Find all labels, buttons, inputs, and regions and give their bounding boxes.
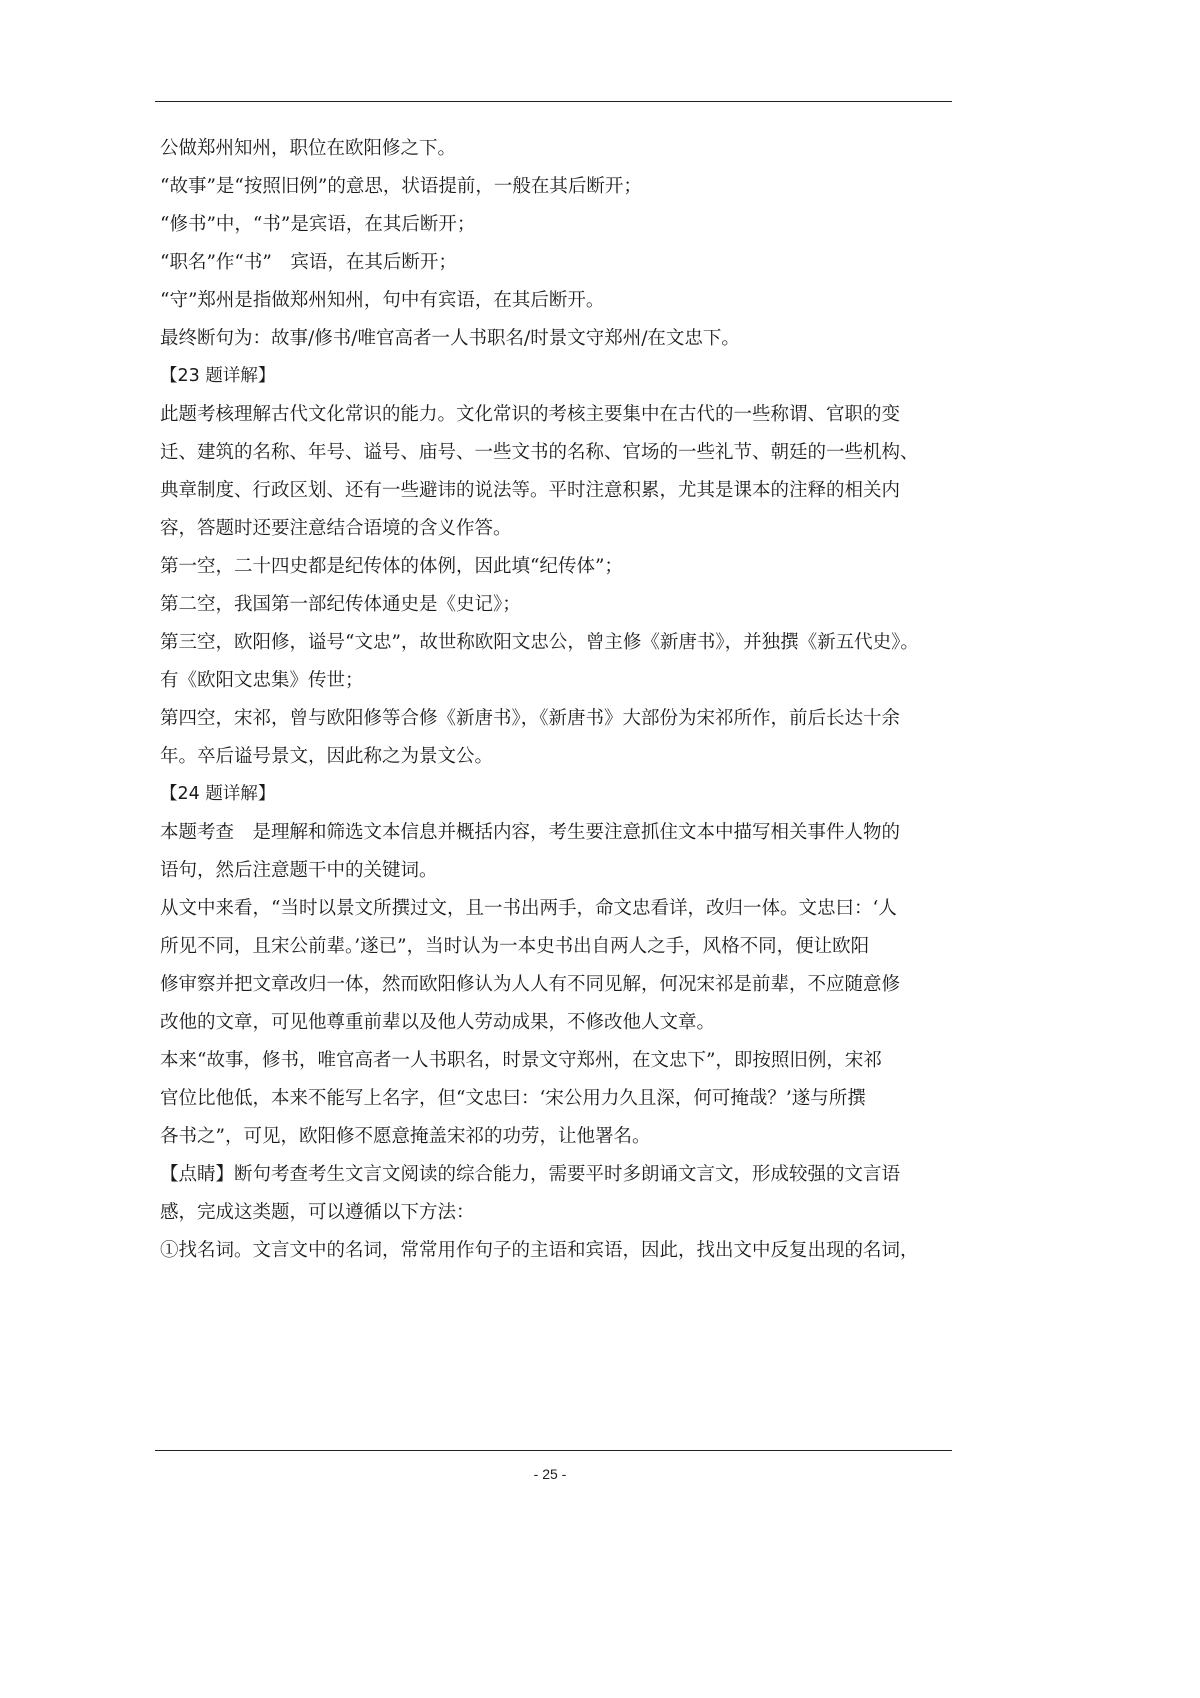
text-line: 公做郑州知州，职位在欧阳修之下。 bbox=[160, 138, 457, 159]
text-line: 此题考核理解古代文化常识的能力。文化常识的考核主要集中在古代的一些称谓、官职的变 bbox=[160, 404, 901, 425]
page-number: - 25 - bbox=[533, 1466, 567, 1482]
text-line: 改他的文章，可见他尊重前辈以及他人劳动成果，不修改他人文章。 bbox=[160, 1012, 716, 1033]
text-line: “修书”中，“书”是宾语，在其后断开； bbox=[160, 214, 476, 235]
text-line: 所见不同，且宋公前辈。’遂已”，当时认为一本史书出自两人之手，风格不同，便让欧阳 bbox=[160, 936, 870, 957]
footer-rule bbox=[155, 1450, 952, 1451]
header-rule bbox=[155, 101, 952, 102]
text-line: 典章制度、行政区划、还有一些避讳的说法等。平时注意积累，尤其是课本的注释的相关内 bbox=[160, 480, 901, 501]
text-line: 最终断句为：故事/修书/唯官高者一人书职名/时景文守郑州/在文忠下。 bbox=[160, 328, 740, 349]
text-line: 容，答题时还要注意结合语境的含义作答。 bbox=[160, 518, 512, 539]
text-line: 年。卒后谥号景文，因此称之为景文公。 bbox=[160, 746, 494, 767]
text-line: 有《欧阳文忠集》传世； bbox=[160, 670, 364, 691]
text-line: 第一空，二十四史都是纪传体的体例，因此填“纪传体”； bbox=[160, 556, 623, 577]
section-heading-24: 【24 题详解】 bbox=[160, 784, 276, 804]
text-line: 本题考查 是理解和筛选文本信息并概括内容，考生要注意抓住文本中描写相关事件人物的 bbox=[160, 822, 901, 843]
text-line: “故事”是“按照旧例”的意思，状语提前，一般在其后断开； bbox=[160, 176, 642, 197]
text-line: 官位比他低，本来不能写上名字，但“文忠曰：‘宋公用力久且深，何可掩哉？’遂与所撰 bbox=[160, 1088, 866, 1109]
text-line: 从文中来看，“当时以景文所撰过文，且一书出两手，命文忠看详，改归一体。文忠曰：‘人 bbox=[160, 898, 897, 919]
text-line: 第二空，我国第一部纪传体通史是《史记》； bbox=[160, 594, 521, 615]
text-line: 语句，然后注意题干中的关键词。 bbox=[160, 860, 438, 881]
text-line: “职名”作“书” 宾语，在其后断开； bbox=[160, 252, 457, 273]
text-line: 感，完成这类题，可以遵循以下方法： bbox=[160, 1202, 475, 1223]
text-line: 【点睛】断句考查考生文言文阅读的综合能力，需要平时多朗诵文言文，形成较强的文言语 bbox=[160, 1164, 901, 1185]
text-line: 第四空，宋祁，曾与欧阳修等合修《新唐书》，《新唐书》大部份为宋祁所作，前后长达十余 bbox=[160, 708, 901, 729]
text-line: 修审察并把文章改归一体，然而欧阳修认为人人有不同见解，何况宋祁是前辈，不应随意修 bbox=[160, 974, 901, 995]
text-line: ①找名词。文言文中的名词，常常用作句子的主语和宾语，因此，找出文中反复出现的名词， bbox=[160, 1240, 919, 1261]
text-line: “守”郑州是指做郑州知州，句中有宾语，在其后断开。 bbox=[160, 290, 605, 311]
document-body bbox=[160, 138, 950, 1278]
section-heading-23: 【23 题详解】 bbox=[160, 366, 276, 386]
text-line: 本来“故事，修书，唯官高者一人书职名，时景文守郑州，在文忠下”，即按照旧例，宋祁 bbox=[160, 1050, 882, 1071]
text-line: 第三空，欧阳修，谥号“文忠”，故世称欧阳文忠公，曾主修《新唐书》，并独撰《新五代史》。 bbox=[160, 632, 919, 653]
text-line: 各书之”，可见，欧阳修不愿意掩盖宋祁的功劳，让他署名。 bbox=[160, 1126, 651, 1147]
text-line: 迁、建筑的名称、年号、谥号、庙号、一些文书的名称、官场的一些礼节、朝廷的一些机构、 bbox=[160, 442, 919, 463]
